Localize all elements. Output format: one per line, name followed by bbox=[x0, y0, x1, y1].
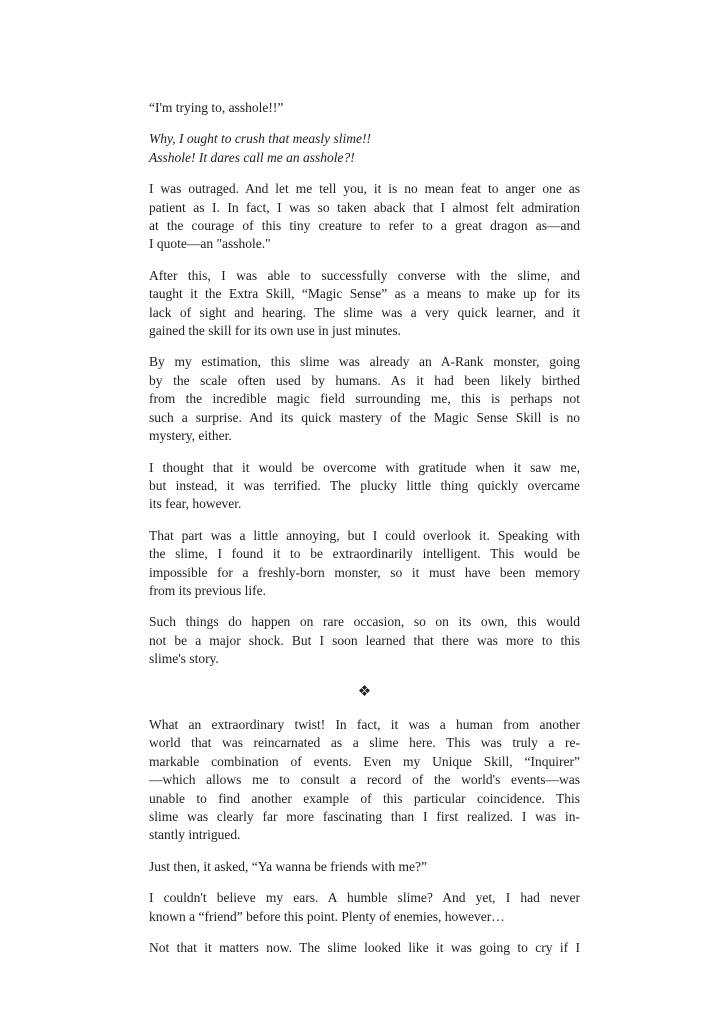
body-paragraph bbox=[149, 267, 580, 341]
text-line: taught it the Extra Skill, “Magic Sense” as a means to make up for its bbox=[149, 286, 580, 302]
inner-monologue-paragraph bbox=[149, 130, 580, 167]
text-line: known a “friend” before this point. Plenty of enemies, however… bbox=[149, 908, 505, 924]
text-line: Such things do happen on rare occasion, so on its own, this would bbox=[149, 614, 580, 630]
text-line: Just then, it asked, “Ya wanna be friends with me?” bbox=[149, 858, 427, 874]
text-line: Asshole! It dares call me an asshole?! bbox=[149, 149, 355, 165]
text-line: its fear, however. bbox=[149, 496, 242, 512]
body-paragraph bbox=[149, 353, 580, 445]
text-line: I quote—an "asshole." bbox=[149, 236, 271, 252]
text-line: slime was clearly far more fascinating than I first realized. I was in- bbox=[149, 809, 580, 824]
body-paragraph bbox=[149, 180, 580, 254]
text-line: I thought that it would be overcome with gratitude when it saw me, bbox=[149, 459, 580, 475]
text-line: such a surprise. And its quick mastery of the Magic Sense Skill is no bbox=[149, 409, 580, 425]
body-paragraph bbox=[149, 527, 580, 601]
text-line: I couldn't believe my ears. A humble slime? And yet, I had never bbox=[149, 890, 580, 906]
text-line: lack of sight and hearing. The slime was a very quick learner, and it bbox=[149, 304, 580, 320]
text-line: impossible for a freshly-born monster, so it must have been memory bbox=[149, 564, 580, 580]
body-paragraph bbox=[149, 459, 580, 514]
text-line: Not that it matters now. The slime looked like it was going to cry if I bbox=[149, 940, 580, 956]
text-line: the slime, I found it to be extraordinarily intelligent. This would be bbox=[149, 546, 580, 562]
text-line: markable combination of events. Even my Unique Skill, “Inquirer” bbox=[149, 753, 580, 769]
body-paragraph bbox=[149, 939, 580, 957]
text-line: mystery, either. bbox=[149, 428, 232, 444]
text-line: —which allows me to consult a record of the world's events—was bbox=[149, 772, 580, 788]
text-line: unable to find another example of this particular coincidence. This bbox=[149, 790, 580, 806]
text-line: What an extraordinary twist! In fact, it was a human from another bbox=[149, 716, 580, 732]
scene-divider bbox=[149, 682, 580, 700]
text-line: by the scale often used by humans. As it had been likely birthed bbox=[149, 372, 580, 388]
body-paragraph bbox=[149, 858, 580, 876]
text-line: Why, I ought to crush that measly slime!! bbox=[149, 131, 371, 147]
text-line: but instead, it was terrified. The plucky little thing quickly overcame bbox=[149, 477, 580, 493]
text-line: slime's story. bbox=[149, 651, 219, 667]
text-line: “I'm trying to, asshole!!” bbox=[149, 100, 284, 115]
text-line: from the incredible magic field surrounding me, this is perhaps not bbox=[149, 391, 580, 407]
body-paragraph bbox=[149, 716, 580, 845]
text-line: from its previous life. bbox=[149, 582, 266, 598]
text-line: After this, I was able to successfully converse with the slime, and bbox=[149, 267, 580, 283]
scene-divider-ornament-icon: ❖ bbox=[357, 681, 372, 700]
text-line: By my estimation, this slime was already an A-Rank monster, going bbox=[149, 354, 580, 370]
text-line: gained the skill for its own use in just minutes. bbox=[149, 323, 401, 339]
text-line: stantly intrigued. bbox=[149, 827, 241, 843]
text-line: at the courage of this tiny creature to refer to a great dragon as—and bbox=[149, 218, 580, 234]
text-line: That part was a little annoying, but I could overlook it. Speaking with bbox=[149, 527, 580, 543]
text-line: patient as I. In fact, I was so taken aback that I almost felt admiration bbox=[149, 199, 580, 215]
dialogue-paragraph bbox=[149, 99, 580, 117]
text-line: world that was reincarnated as a slime here. This was truly a re- bbox=[149, 735, 580, 751]
body-paragraph bbox=[149, 613, 580, 668]
text-line: I was outraged. And let me tell you, it is no mean feat to anger one as bbox=[149, 181, 580, 197]
text-line: not be a major shock. But I soon learned that there was more to this bbox=[149, 632, 580, 648]
text-column bbox=[149, 99, 580, 970]
body-paragraph bbox=[149, 889, 580, 926]
